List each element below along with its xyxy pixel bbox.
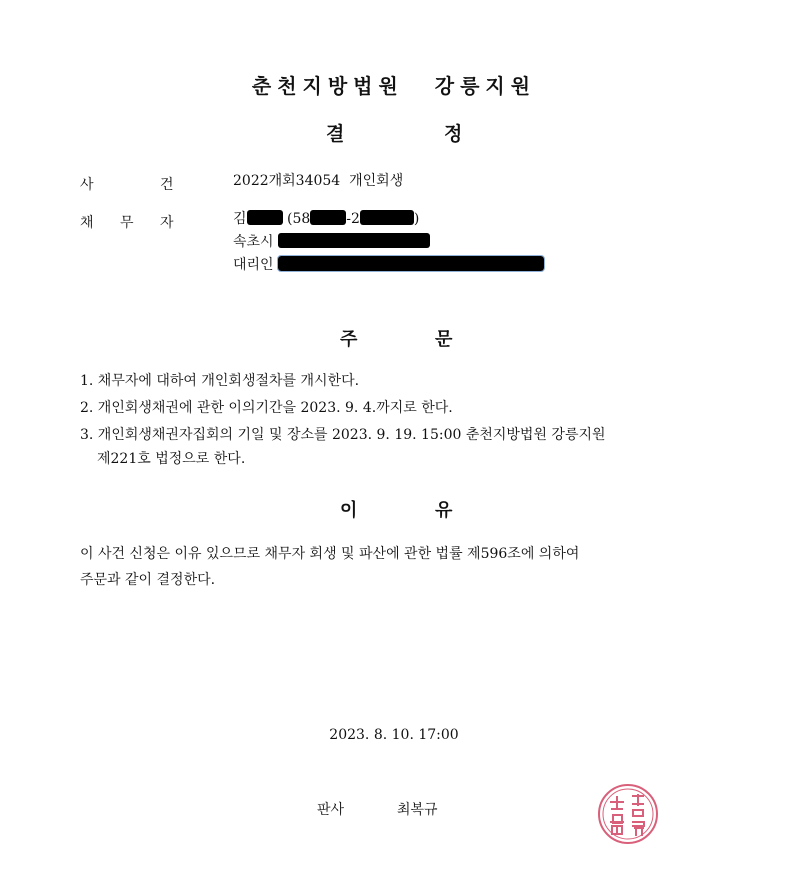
judge-title: 판사	[317, 802, 345, 818]
reason-line-2: 주문과 같이 결정한다.	[80, 572, 216, 588]
redacted-address	[278, 233, 430, 248]
redacted-id-back	[360, 210, 414, 225]
judge-seal-stamp	[596, 782, 660, 846]
doc-type-char-1: 결	[326, 123, 345, 145]
case-label-char-2: 건	[160, 177, 174, 193]
order-title-char-1: 주	[340, 329, 358, 350]
debtor-id-mid: -2	[346, 211, 360, 227]
reason-title-char-2: 유	[435, 500, 453, 521]
debtor-label-char-3: 자	[160, 215, 174, 231]
debtor-label-char-2: 무	[120, 215, 134, 231]
debtor-id-close: )	[413, 211, 420, 227]
debtor-id-open: (58	[286, 211, 311, 227]
redacted-id-front	[310, 210, 346, 225]
order-item-3-line-1: 3. 개인회생채권자집회의 기일 및 장소를 2023. 9. 19. 15:00 춘천지방법원 강릉지원	[80, 427, 606, 443]
judge-name: 최복규	[397, 802, 438, 818]
case-number: 2022개회34054	[233, 173, 341, 189]
order-item-1: 1. 채무자에 대하여 개인회생절차를 개시한다.	[80, 373, 360, 389]
order-item-2: 2. 개인회생채권에 관한 이의기간을 2023. 9. 4.까지로 한다.	[80, 400, 453, 416]
debtor-address-prefix: 속초시	[233, 234, 274, 250]
seal-graphic	[596, 782, 660, 846]
reason-line-1: 이 사건 신청은 이유 있으므로 채무자 회생 및 파산에 관한 법률 제596조에 의하여	[80, 546, 580, 562]
order-title-char-2: 문	[435, 329, 453, 350]
order-item-3-line-2: 제221호 법정으로 한다.	[97, 451, 246, 467]
debtor-name-line	[233, 207, 419, 231]
redacted-name	[247, 210, 283, 225]
redacted-agent	[278, 256, 544, 271]
case-label-char-1: 사	[80, 177, 94, 193]
doc-type-char-2: 정	[444, 123, 463, 145]
court-title: 춘천지방법원 강릉지원	[251, 74, 537, 98]
case-value	[233, 169, 403, 193]
debtor-agent-line	[233, 253, 544, 277]
decision-date: 2023. 8. 10. 17:00	[329, 727, 459, 743]
case-type: 개인회생	[349, 173, 404, 189]
reason-title-char-1: 이	[340, 500, 358, 521]
debtor-name-prefix: 김	[233, 211, 247, 227]
debtor-agent-label: 대리인	[233, 257, 274, 273]
debtor-label-char-1: 채	[80, 215, 94, 231]
debtor-address-line	[233, 230, 430, 254]
